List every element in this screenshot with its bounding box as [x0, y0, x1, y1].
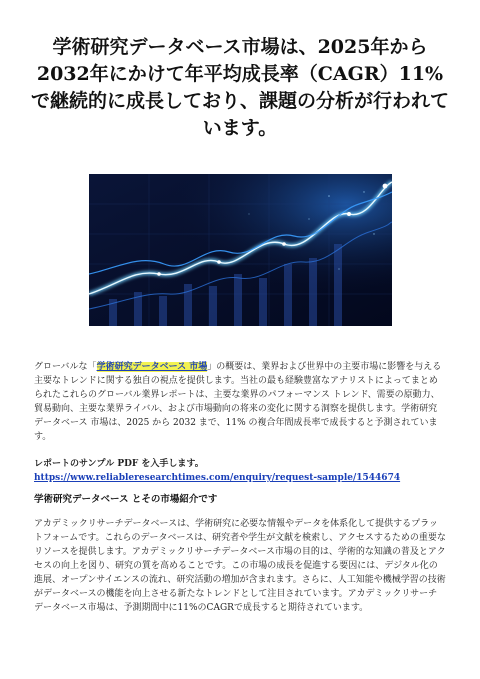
intro-after: 」の概要は、業界および世界中の主要市場に影響を与える主要なトレンドに関する独自の視点を提供します。当社の最も経験豊富なアナリストによってまとめられたこれらのグローバル業界レポートは、主要な業界のパフォーマンス トレンド、需要の原動力、貿易動向、主要な業界ライバル、および市場動向の将来の変化に関する洞察を提供します。学術研究データベース 市場は、2025 から 2032 まで、11% の複合年間成長率で成長すると予測されています。 [34, 362, 442, 442]
intro-before: グローバルな「 [34, 362, 97, 372]
sample-label: レポートのサンプル PDF を入手します。 [34, 459, 204, 469]
section-heading: 学術研究データベース とその市場紹介です [34, 494, 218, 505]
body-paragraph: アカデミックリサーチデータベースは、学術研究に必要な情報やデータを体系化して提供するプラットフォームです。これらのデータベースは、研究者や学生が文献を検索し、アクセスするための重要なリソースを提供します。アカデミックリサーチデータベース市場の目的は、学術的な知識の普及とアクセスの向上を図り、研究の質を高めることです。この市場の成長を促進する要因には、デジタル化の進展、オープンサイエンスの流れ、研究活動の増加が含まれます。さらに、人工知能や機械学習の技術がデータベースの機能を向上させる新たなトレンドとして注目されています。アカデミックリサーチデータベース市場は、予測期間中に11%のCAGRで成長すると期待されています。 [34, 519, 446, 613]
sample-request [34, 457, 446, 485]
growth-chart-illustration [89, 174, 392, 326]
market-link[interactable]: 学術研究データベース 市場 [96, 362, 208, 372]
hero-image [89, 174, 392, 326]
intro-paragraph [34, 360, 446, 444]
sample-link[interactable]: https://www.reliableresearchtimes.com/enquiry/request-sample/1544674 [34, 473, 401, 483]
page-title: 学術研究データベース市場は、2025年から2032年にかけて年平均成長率（CAGR）11%で継続的に成長しており、課題の分析が行われています。 [30, 36, 449, 139]
